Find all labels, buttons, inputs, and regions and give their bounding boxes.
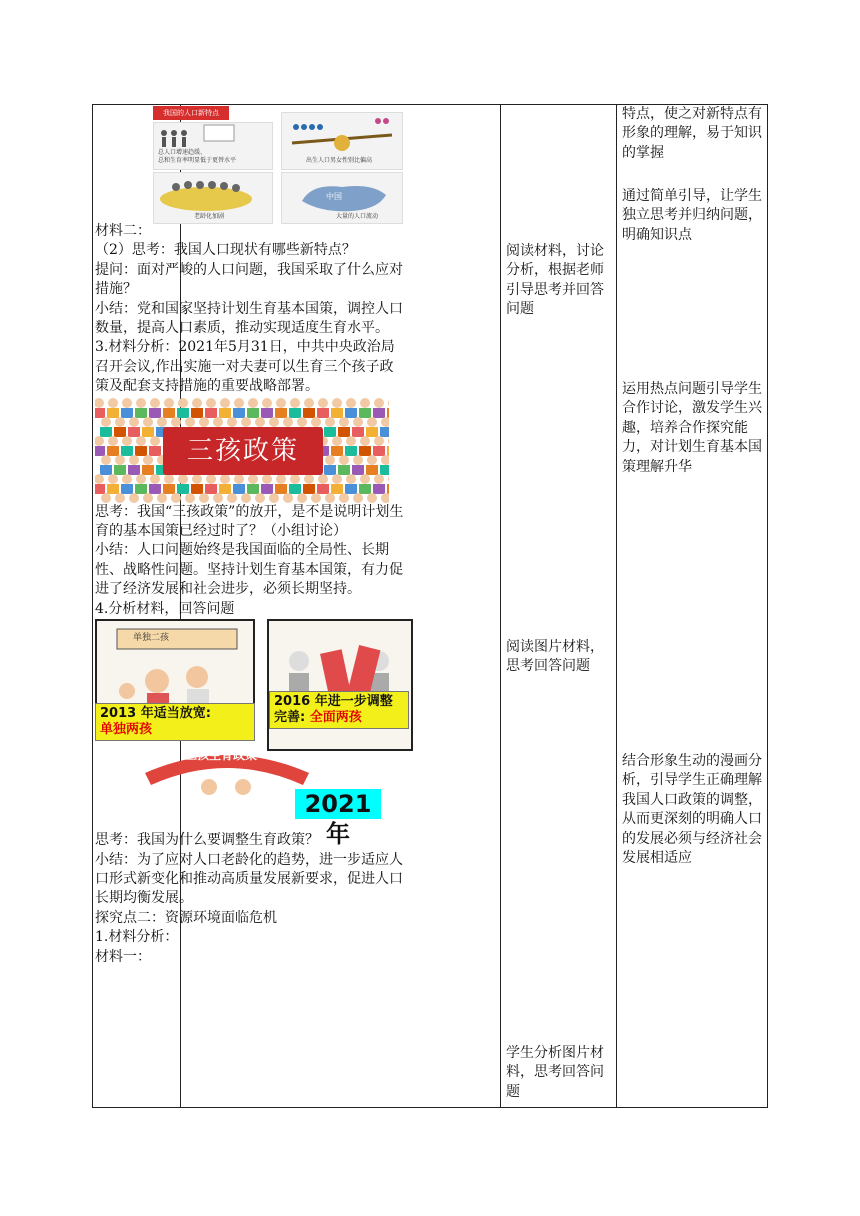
crowd-head [227, 493, 237, 503]
explore-point-two: 探究点二：资源环境面临危机 [95, 909, 277, 926]
crowd-head [101, 455, 111, 465]
question-measures: 提问：面对严峻的人口问题，我国采取了什么应对措施？ [95, 261, 403, 298]
material-two-label: 材料二： [95, 223, 151, 239]
crowd-body [366, 465, 378, 475]
crowd-head [192, 398, 202, 408]
crowd-body [95, 484, 105, 494]
crowd-body [338, 465, 350, 475]
crowd-head [269, 493, 279, 503]
crowd-head [136, 474, 146, 484]
china-map-illustration [282, 173, 402, 215]
crowd-head [234, 398, 244, 408]
crowd-body [95, 408, 105, 418]
crowd-head [164, 398, 174, 408]
crowd-head [171, 417, 181, 427]
crowd-body [261, 408, 273, 418]
crowd-body [114, 465, 126, 475]
crowd-head [367, 417, 377, 427]
crowd-body [359, 408, 371, 418]
comic-2016 [267, 619, 413, 751]
crowd-body [205, 408, 217, 418]
crowd-head [95, 436, 104, 446]
population-features-image [153, 106, 403, 222]
crowd-head [346, 436, 356, 446]
crowd-head [311, 417, 321, 427]
material-analysis-4: 4.分析材料，回答问题 [95, 600, 235, 617]
crowd-body [373, 408, 385, 418]
summary-adjust: 小结：为了应对人口老龄化的趋势，进一步适应人口形式新变化和推动高质量发展新要求，促进人口长期均衡发展。 [95, 851, 403, 907]
label-2013-policy: 单独两孩 [100, 722, 153, 738]
aging-crowd-illustration [154, 173, 272, 215]
crowd-head [206, 398, 216, 408]
intent-i3: 运用热点问题引导学生合作讨论，激发学生兴趣，培养合作探究能力，对计划生育基本国策理解升华 [622, 381, 762, 475]
crowd-head [129, 493, 139, 503]
column-divider [500, 105, 501, 1107]
intent-i4: 结合形象生动的漫画分析，引导学生正确理解我国人口政策的调整，从而更深刻的明确人口的发展必须与经济社会发展相适应 [622, 753, 762, 867]
crowd-body [135, 446, 147, 456]
label-2013-year: 2013 年适当放宽: [100, 706, 211, 722]
crowd-head [206, 474, 216, 484]
caption-growth: 总人口增速趋缓、 [158, 149, 207, 156]
crowd-body [149, 446, 161, 456]
crowd-head [122, 436, 132, 446]
map-label: 中国 [326, 192, 342, 201]
gender-scale-illustration [282, 113, 402, 159]
crowd-head [95, 474, 104, 484]
crowd-head [150, 398, 160, 408]
crowd-body [366, 427, 378, 437]
crowd-head [269, 417, 279, 427]
crowd-body [359, 484, 371, 494]
crowd-head [199, 493, 209, 503]
crowd-head [227, 417, 237, 427]
crowd-head [150, 436, 160, 446]
crowd-body [247, 484, 259, 494]
crowd-body [352, 465, 364, 475]
crowd-body [128, 465, 140, 475]
crowd-head [213, 417, 223, 427]
crowd-body [338, 427, 350, 437]
crowd-head [381, 455, 389, 465]
crowd-body [345, 408, 357, 418]
intent-i1: 特点，使之对新特点有形象的理解，易于知识的掌握 [622, 106, 762, 161]
crowd-head [262, 474, 272, 484]
crowd-body [135, 484, 147, 494]
crowd-head [115, 455, 125, 465]
main-content-cell [95, 109, 405, 967]
crowd-head [332, 474, 342, 484]
panel-growth [153, 122, 273, 170]
summary-population-issue: 小结：人口问题始终是我国面临的全局性、长期性、战略性问题。坚持计划生育基本国策，有力促进了经济发展和社会进步，必须长期坚持。 [95, 542, 403, 598]
crowd-head [122, 474, 132, 484]
crowd-body [380, 465, 389, 475]
crowd-head [185, 493, 195, 503]
summary-policy: 小结：党和国家坚持计划生育基本国策，调控人口数量，提高人口素质，推动实现适度生育水平。 [95, 300, 403, 337]
crowd-body [191, 408, 203, 418]
crowd-head [164, 474, 174, 484]
crowd-head [381, 417, 389, 427]
column-divider [616, 105, 617, 1107]
activity-a3: 学生分析图片材料，思考回答问题 [506, 1045, 604, 1100]
crowd-head [115, 493, 125, 503]
crowd-head [304, 398, 314, 408]
material-analysis-3: 3.材料分析：2021年5月31日，中共中央政治局召开会议,作出实施一对夫妻可以生育三个孩子政策及配套支持措施的重要战略部署。 [95, 339, 395, 395]
crowd-head [360, 436, 370, 446]
crowd-head [360, 398, 370, 408]
crowd-head [325, 493, 335, 503]
image-header: 我国的人口新特点 [153, 106, 229, 120]
crowd-body [359, 446, 371, 456]
crowd-body [149, 408, 161, 418]
crowd-head [374, 398, 384, 408]
crowd-body [275, 484, 287, 494]
crowd-head [192, 474, 202, 484]
crowd-head [297, 417, 307, 427]
panel-migration [281, 172, 403, 224]
crowd-head [101, 493, 111, 503]
crowd-body [303, 484, 315, 494]
crowd-head [388, 474, 389, 484]
crowd-head [325, 455, 335, 465]
question-new-features: （2）思考：我国人口现状有哪些新特点？ [95, 242, 356, 259]
crowd-body [95, 446, 105, 456]
crowd-head [388, 436, 389, 446]
three-child-policy-image [95, 397, 389, 503]
crowd-head [360, 474, 370, 484]
crowd-head [276, 398, 286, 408]
caption-fertility: 总和生育率明显低于更替水平 [158, 157, 237, 164]
crowd-head [213, 493, 223, 503]
activity-a1: 阅读材料，讨论分析，根据老师引导思考并回答问题 [506, 243, 604, 318]
crowd-head [332, 436, 342, 446]
crowd-head [234, 474, 244, 484]
crowd-body [387, 484, 389, 494]
crowd-head [185, 417, 195, 427]
crowd-head [241, 417, 251, 427]
panel-gender [281, 112, 403, 170]
label-2016-year: 2016 年进一步调整完善: [274, 694, 393, 726]
crowd-head [381, 493, 389, 503]
crowd-head [297, 493, 307, 503]
panel-aging [153, 172, 273, 224]
crowd-head [339, 455, 349, 465]
label-2016 [269, 691, 409, 729]
crowd-head [318, 474, 328, 484]
crowd-head [346, 474, 356, 484]
question-policy-outdated: 思考：我国“三孩政策”的放开，是不是说明计划生育的基本国策已经过时了？（小组讨论） [95, 503, 404, 540]
label-2013 [95, 703, 255, 741]
crowd-body [289, 408, 301, 418]
crowd-head [283, 417, 293, 427]
crowd-head [311, 493, 321, 503]
crowd-head [171, 493, 181, 503]
crowd-body [275, 408, 287, 418]
crowd-body [107, 408, 119, 418]
crowd-head [388, 398, 389, 408]
crowd-head [318, 398, 328, 408]
caption-migration: 大量的人口流动 [336, 213, 379, 220]
crowd-body [219, 408, 231, 418]
crowd-head [339, 493, 349, 503]
crowd-head [255, 493, 265, 503]
material-analysis-1: 1.材料分析： [95, 929, 179, 946]
crowd-head [101, 417, 111, 427]
crowd-head [346, 398, 356, 408]
intent-i2: 通过简单引导，让学生独立思考并归纳问题，明确知识点 [622, 188, 762, 243]
crowd-body [142, 427, 154, 437]
crowd-body [324, 427, 336, 437]
crowd-head [178, 398, 188, 408]
crowd-body [387, 446, 389, 456]
elderly-comic-illustration [269, 621, 411, 749]
crowd-head [353, 417, 363, 427]
crowd-body [205, 484, 217, 494]
crowd-body [191, 484, 203, 494]
crowd-body [100, 465, 112, 475]
caption-aging: 老龄化加剧 [194, 213, 225, 220]
crowd-body [233, 408, 245, 418]
crowd-head [220, 398, 230, 408]
crowd-head [367, 455, 377, 465]
crowd-body [163, 484, 175, 494]
crowd-body [100, 427, 112, 437]
crowd-head [241, 493, 251, 503]
crowd-head [136, 398, 146, 408]
crowd-head [339, 417, 349, 427]
crowd-body [289, 484, 301, 494]
crowd-body [324, 465, 336, 475]
crowd-head [332, 398, 342, 408]
crowd-body [135, 408, 147, 418]
crowd-body [317, 408, 329, 418]
crowd-head [178, 474, 188, 484]
crowd-head [367, 493, 377, 503]
crowd-body [142, 465, 154, 475]
year-2021-badge: 2021 年 [295, 789, 381, 819]
crowd-body [373, 484, 385, 494]
crowd-body [121, 408, 133, 418]
crowd-head [143, 493, 153, 503]
material-one-label: 材料一： [95, 948, 151, 965]
crowd-head [157, 493, 167, 503]
crowd-head [353, 493, 363, 503]
crowd-head [136, 436, 146, 446]
crowd-body [163, 408, 175, 418]
crowd-head [220, 474, 230, 484]
crowd-body [331, 484, 343, 494]
crowd-body [345, 446, 357, 456]
crowd-body [149, 484, 161, 494]
crowd-head [248, 398, 258, 408]
crowd-head [374, 436, 384, 446]
crowd-head [157, 417, 167, 427]
activity-a2: 阅读图片材料，思考回答问题 [506, 639, 604, 675]
crowd-body [121, 484, 133, 494]
crowd-body [317, 484, 329, 494]
crowd-head [143, 417, 153, 427]
crowd-body [114, 427, 126, 437]
crowd-head [255, 417, 265, 427]
crowd-head [108, 474, 118, 484]
crowd-head [283, 493, 293, 503]
crowd-body [303, 408, 315, 418]
crowd-head [122, 398, 132, 408]
crowd-body [128, 427, 140, 437]
crowd-head [304, 474, 314, 484]
crowd-body [233, 484, 245, 494]
crowd-head [150, 474, 160, 484]
crowd-head [129, 455, 139, 465]
crowd-body [177, 408, 189, 418]
crowd-body [345, 484, 357, 494]
crowd-head [290, 398, 300, 408]
crowd-head [199, 417, 209, 427]
crowd-head [115, 417, 125, 427]
crowd-head [374, 474, 384, 484]
crowd-body [261, 484, 273, 494]
crowd-head [108, 398, 118, 408]
crowd-head [129, 417, 139, 427]
crowd-body [121, 446, 133, 456]
crowd-body [219, 484, 231, 494]
label-2016-policy: 全面两孩 [309, 710, 362, 726]
comic-sign-1: 单独二孩 [133, 633, 170, 644]
caption-gender: 出生人口男女性别比偏高 [306, 157, 373, 164]
crowd-head [95, 398, 104, 408]
crowd-body [247, 408, 259, 418]
crowd-head [248, 474, 258, 484]
crowd-head [262, 398, 272, 408]
crowd-head [276, 474, 286, 484]
crowd-body [331, 446, 343, 456]
crowd-head [325, 417, 335, 427]
crowd-head [108, 436, 118, 446]
crowd-body [380, 427, 389, 437]
crowd-body [177, 484, 189, 494]
arc-text: 三孩生育政策 [185, 748, 258, 763]
crowd-body [331, 408, 343, 418]
question-why-adjust: 思考：我国为什么要调整生育政策？ [95, 832, 319, 849]
crowd-head [353, 455, 363, 465]
crowd-body [387, 408, 389, 418]
crowd-body [352, 427, 364, 437]
crowd-head [143, 455, 153, 465]
crowd-body [107, 446, 119, 456]
crowd-head [290, 474, 300, 484]
crowd-body [107, 484, 119, 494]
crowd-body [373, 446, 385, 456]
policy-banner: 三孩政策 [163, 427, 323, 475]
